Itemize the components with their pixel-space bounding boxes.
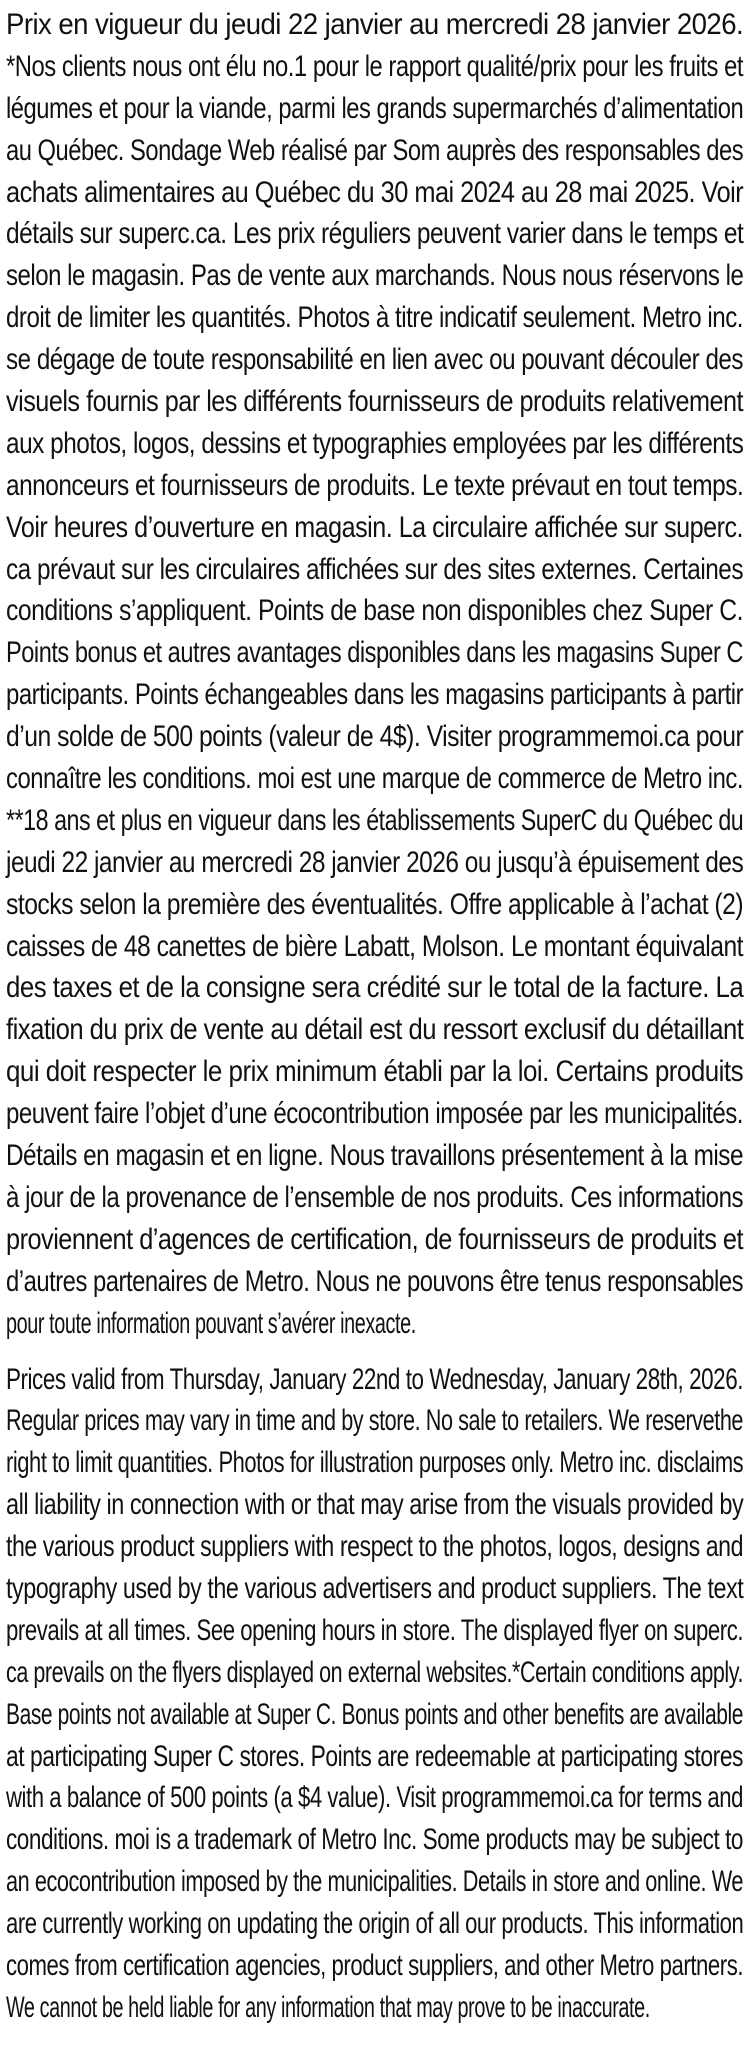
text-line [6, 465, 743, 507]
text-line-content: stocks selon la première des éventualités. Offre applicable à l’achat (2) [6, 887, 744, 921]
text-line [6, 4, 743, 46]
text-line-content: an ecocontribution imposed by the municipalities. Details in store and online. We [6, 1865, 743, 1899]
text-line-content: at participating Super C stores. Points are redeemable at participating stores [6, 1739, 743, 1773]
text-line-content: prevails at all times. See opening hours in store. The displayed flyer on superc. [6, 1613, 744, 1647]
text-line-content: détails sur superc.ca. Les prix réguliers peuvent varier dans le temps et [6, 217, 744, 251]
text-line [6, 842, 743, 884]
text-line-content: the various product suppliers with respect to the photos, logos, designs and [6, 1530, 743, 1564]
text-line [6, 1219, 743, 1261]
text-line-content: visuels fournis par les différents fournisseurs de produits relativement [6, 385, 743, 419]
text-line [6, 1861, 743, 1903]
text-line [6, 1903, 743, 1945]
text-line-content: peuvent faire l’objet d’une écocontribution imposée par les municipalités. [6, 1097, 743, 1131]
text-line [6, 1303, 743, 1345]
text-line-content: droit de limiter les quantités. Photos à titre indicatif seulement. Metro inc. [6, 301, 743, 335]
text-line-content: Prices valid from Thursday, January 22nd to Wednesday, January 28th, 2026. [6, 1362, 743, 1396]
text-line [6, 1694, 743, 1736]
text-line-content: Détails en magasin et en ligne. Nous travaillons présentement à la mise [6, 1139, 743, 1173]
text-line [6, 172, 743, 214]
text-line-content: Voir heures d’ouverture en magasin. La circulaire affichée sur superc. [6, 510, 743, 544]
text-line-content: We cannot be held liable for any information that may prove to be inaccurate. [6, 1990, 650, 2024]
text-line-content: pour toute information pouvant s’avérer inexacte. [6, 1306, 416, 1340]
text-line-content: with a balance of 500 points (a $4 value). Visit programmemoi.ca for terms and [6, 1781, 743, 1815]
text-line [6, 1987, 743, 2029]
text-line [6, 1484, 743, 1526]
text-line-content: selon le magasin. Pas de vente aux marchands. Nous nous réservons le [6, 259, 744, 293]
text-line [6, 1610, 743, 1652]
text-line-content: ca prévaut sur les circulaires affichées sur des sites externes. Certaines [6, 552, 743, 586]
text-line-content: connaître les conditions. moi est une marque de commerce de Metro inc. [6, 762, 743, 796]
text-line-content: aux photos, logos, dessins et typographies employées par les différents [6, 426, 744, 460]
text-line-content: comes from certification agencies, product suppliers, and other Metro partners. [6, 1948, 744, 1982]
text-line-content: ca prevails on the flyers displayed on external websites.*Certain conditions apply. [6, 1655, 743, 1689]
text-line [6, 800, 743, 842]
text-line [6, 716, 743, 758]
text-line-content: Points bonus et autres avantages disponibles dans les magasins Super C [6, 636, 743, 670]
text-line-content: jeudi 22 janvier au mercredi 28 janvier 2026 ou jusqu’à épuisement des [6, 845, 744, 879]
text-line [6, 1400, 743, 1442]
text-line [6, 1359, 743, 1401]
text-line [6, 1093, 743, 1135]
text-line-content: Regular prices may vary in time and by store. No sale to retailers. We reservethe [6, 1404, 743, 1438]
text-line-content: qui doit respecter le prix minimum établi par la loi. Certains produits [6, 1055, 744, 1089]
text-line-content: proviennent d’agences de certification, de fournisseurs de produits et [6, 1222, 743, 1256]
text-line-content: right to limit quantities. Photos for illustration purposes only. Metro inc. disclaims [6, 1446, 744, 1480]
text-line-content: fixation du prix de vente au détail est du ressort exclusif du détaillant [6, 1013, 744, 1047]
text-line-content: are currently working on updating the origin of all our products. This information [6, 1907, 744, 1941]
text-line [6, 213, 743, 255]
text-line-content: d’un solde de 500 points (valeur de 4$). Visiter programmemoi.ca pour [6, 720, 744, 754]
text-line [6, 1568, 743, 1610]
text-line [6, 549, 743, 591]
text-line [6, 255, 743, 297]
text-line [6, 1526, 743, 1568]
text-line-content: conditions s’appliquent. Points de base non disponibles chez Super C. [6, 594, 743, 628]
text-line-content: annonceurs et fournisseurs de produits. Le texte prévaut en tout temps. [6, 468, 744, 502]
text-line [6, 1819, 743, 1861]
text-line [6, 507, 743, 549]
text-line [6, 46, 743, 88]
text-line [6, 1442, 743, 1484]
english-disclaimer [6, 1345, 743, 2029]
text-line [6, 590, 743, 632]
text-line [6, 423, 743, 465]
text-line [6, 1777, 743, 1819]
text-line-content: au Québec. Sondage Web réalisé par Som auprès des responsables des [6, 133, 744, 167]
text-line-content: achats alimentaires au Québec du 30 mai 2024 au 28 mai 2025. Voir [6, 175, 744, 209]
text-line [6, 632, 743, 674]
text-line-content: all liability in connection with or that may arise from the visuals provided by [6, 1488, 744, 1522]
text-line-content: caisses de 48 canettes de bière Labatt, Molson. Le montant équivalant [6, 929, 743, 963]
text-line-content: participants. Points échangeables dans les magasins participants à partir [6, 678, 744, 712]
text-line [6, 926, 743, 968]
text-line-content: d’autres partenaires de Metro. Nous ne pouvons être tenus responsables [6, 1264, 743, 1298]
text-line [6, 1009, 743, 1051]
text-line-content: **18 ans et plus en vigueur dans les établissements SuperC du Québec du [6, 803, 744, 837]
text-line [6, 1135, 743, 1177]
french-disclaimer [6, 0, 743, 1345]
text-line-content: Base points not available at Super C. Bonus points and other benefits are available [6, 1697, 743, 1731]
text-line [6, 1051, 743, 1093]
text-line-content: à jour de la provenance de l’ensemble de nos produits. Ces informations [6, 1180, 743, 1214]
text-line-content: se dégage de toute responsabilité en lien avec ou pouvant découler des [6, 343, 743, 377]
text-line [6, 758, 743, 800]
text-line-content: Prix en vigueur du jeudi 22 janvier au mercredi 28 janvier 2026. [6, 8, 744, 41]
text-line [6, 884, 743, 926]
legal-disclaimer [6, 0, 743, 2029]
text-line [6, 1736, 743, 1778]
text-line [6, 297, 743, 339]
text-line [6, 674, 743, 716]
text-line [6, 967, 743, 1009]
text-line [6, 88, 743, 130]
text-line [6, 339, 743, 381]
text-line [6, 130, 743, 172]
text-line [6, 381, 743, 423]
text-line-content: des taxes et de la consigne sera crédité sur le total de la facture. La [6, 971, 744, 1005]
text-line-content: *Nos clients nous ont élu no.1 pour le rapport qualité/prix pour les fruits et [6, 49, 743, 83]
text-line-content: typography used by the various advertisers and product suppliers. The text [6, 1571, 744, 1605]
text-line [6, 1177, 743, 1219]
text-line [6, 1652, 743, 1694]
text-line-content: conditions. moi is a trademark of Metro Inc. Some products may be subject to [6, 1823, 743, 1857]
text-line [6, 1261, 743, 1303]
text-line-content: légumes et pour la viande, parmi les grands supermarchés d’alimentation [6, 91, 744, 125]
text-line [6, 1945, 743, 1987]
